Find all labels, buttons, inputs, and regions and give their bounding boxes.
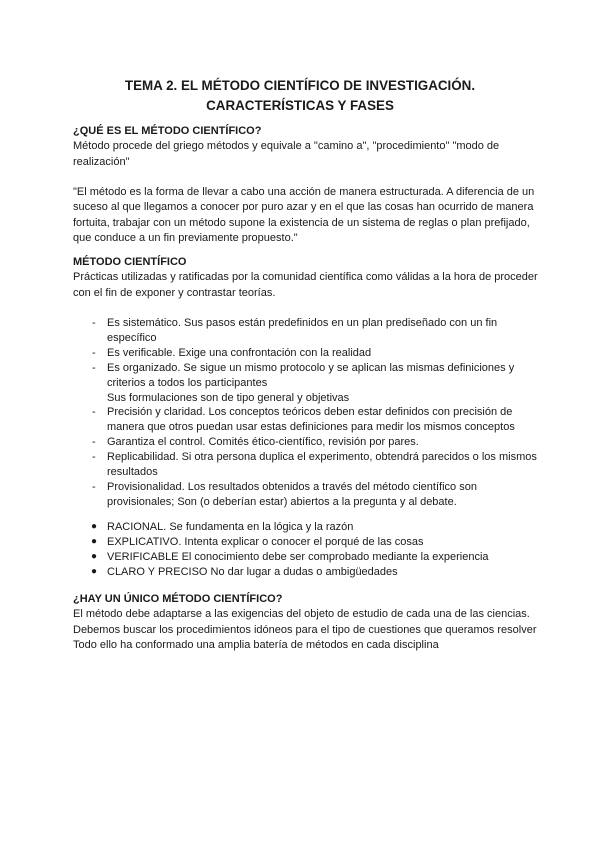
list-item-text: Provisionalidad. Los resultados obtenidos a través del método científico son provisionales; Son (o deberían estar) abiertos a la pregunta y al debate. xyxy=(107,480,477,508)
list-item-text: Es sistemático. Sus pasos están predefinidos en un plan prediseñado con un fin específico xyxy=(107,317,498,344)
list-item xyxy=(92,361,544,406)
dash-marker: - xyxy=(92,361,96,374)
list-item-text: Precisión y claridad. Los conceptos teóricos deben estar definidos con precisión de manera que otros puedan usar estas definiciones para medir los mismos conceptos xyxy=(107,406,515,434)
list-item xyxy=(92,435,544,450)
characteristics-list xyxy=(92,316,544,510)
dash-marker: - xyxy=(92,317,96,329)
list-item xyxy=(92,565,544,580)
dash-marker: - xyxy=(92,406,96,419)
paragraph: Todo ello ha conformado una amplia batería de métodos en cada disciplina xyxy=(73,638,439,651)
list-item xyxy=(92,405,544,435)
quote-block xyxy=(73,185,543,246)
list-item-text: EXPLICATIVO. Intenta explicar o conocer el porqué de las cosas xyxy=(107,535,424,548)
section-unique-method xyxy=(73,592,543,653)
list-item xyxy=(92,450,544,480)
list-item-subtext: Sus formulaciones son de tipo general y objetivas xyxy=(107,391,350,404)
bullet-icon: ● xyxy=(91,565,98,577)
list-item-text: RACIONAL. Se fundamenta en la lógica y la razón xyxy=(107,521,354,533)
list-item xyxy=(92,520,544,535)
list-item-text: VERIFICABLE El conocimiento debe ser comprobado mediante la experiencia xyxy=(107,550,489,563)
list-item-text: Replicabilidad. Si otra persona duplica el experimento, obtendrá parecidos o los mismos resultados xyxy=(107,451,537,479)
section-heading: ¿QUÉ ES EL MÉTODO CIENTÍFICO? xyxy=(73,125,262,137)
list-item xyxy=(92,535,544,550)
section-scientific-method xyxy=(73,255,543,301)
list-item-text: CLARO Y PRECISO No dar lugar a dudas o ambigüedades xyxy=(107,565,398,578)
dash-marker: - xyxy=(92,436,96,449)
title-line-1: TEMA 2. EL MÉTODO CIENTÍFICO DE INVESTIGACIÓN. xyxy=(124,78,476,93)
properties-list xyxy=(92,520,544,580)
paragraph-quote: "El método es la forma de llevar a cabo una acción de manera estructurada. A diferencia de un suceso al que llegamos a conocer por puro azar y en el que las cosas han ocurrido de manera fortuita, trabajar con un método supone la existencia de un sistema de reglas o plan prefijado, que conduce a un fin previamente propuesto." xyxy=(73,186,535,244)
title-line-2: CARACTERÍSTICAS Y FASES xyxy=(206,98,394,113)
section-heading: MÉTODO CIENTÍFICO xyxy=(73,256,187,268)
paragraph: El método debe adaptarse a las exigencias del objeto de estudio de cada una de las ciencias. xyxy=(73,608,530,621)
list-item-text: Es verificable. Exige una confrontación con la realidad xyxy=(107,346,372,359)
list-item-text: Garantiza el control. Comités ético-científico, revisión por pares. xyxy=(107,436,419,449)
paragraph: Prácticas utilizadas y ratificadas por la comunidad científica como válidas a la hora de proceder con el fin de exponer y contrastar teorías. xyxy=(73,271,538,299)
list-item xyxy=(92,316,544,346)
list-item xyxy=(92,550,544,565)
paragraph: Debemos buscar los procedimientos idóneos para el tipo de cuestiones que queramos resolver xyxy=(73,623,537,636)
section-heading: ¿HAY UN ÚNICO MÉTODO CIENTÍFICO? xyxy=(73,593,283,605)
dash-marker: - xyxy=(92,480,96,493)
list-item-text: Es organizado. Se sigue un mismo protocolo y se aplican las mismas definiciones y criterios a todos los participantes xyxy=(107,361,515,389)
dash-marker: - xyxy=(92,451,96,464)
page-title xyxy=(60,76,540,116)
list-item xyxy=(92,480,544,510)
bullet-icon: ● xyxy=(91,550,98,562)
bullet-icon: ● xyxy=(91,535,98,547)
dash-marker: - xyxy=(92,346,96,359)
list-item xyxy=(92,346,544,361)
bullet-icon: ● xyxy=(91,521,98,532)
paragraph: Método procede del griego métodos y equivale a "camino a", "procedimiento" "modo de realización" xyxy=(73,140,500,168)
section-what-is xyxy=(73,124,543,170)
